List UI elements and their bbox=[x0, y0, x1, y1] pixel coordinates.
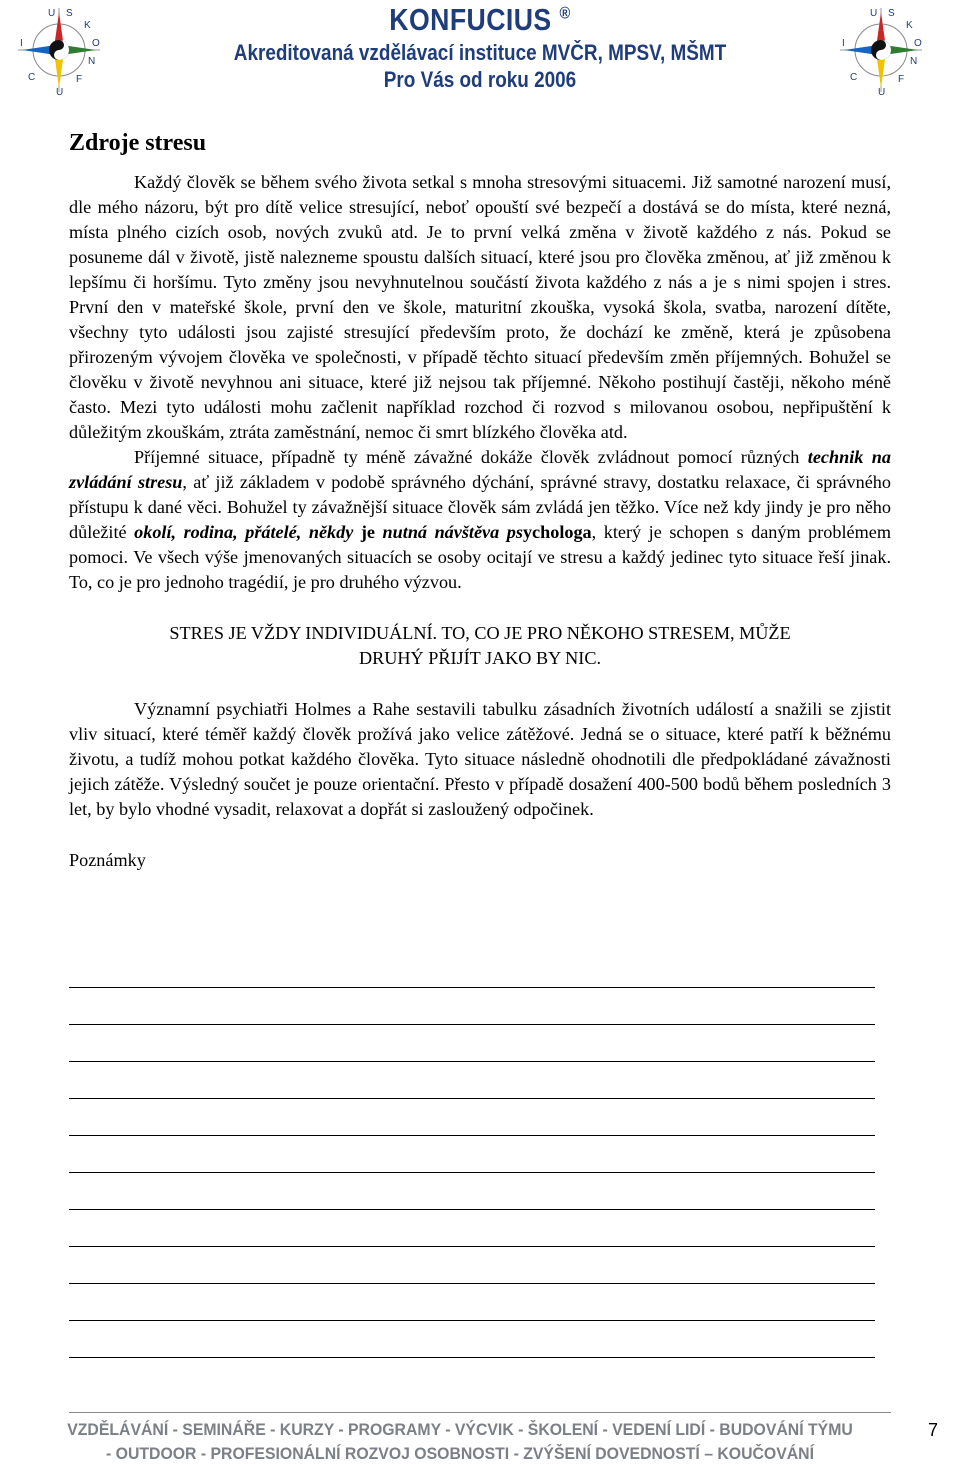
page-number: 7 bbox=[928, 1420, 939, 1440]
paragraph-coping: Příjemné situace, případně ty méně závažné dokáže člověk zvládnout pomocí různých technik na zvládání stresu, ať již základem v podobě správného dýchání, správné stravy, dostatku relaxace, či správného přístupu k dané věci. Bohužel ty závažnější situace člověk sám zvládá jen těžko. Více než kdy jindy je pro něho důležité okolí, rodina, přátelé, někdy je nutná návštěva psychologa, který je schopen s daným problémem pomoci. Ve všech výše jmenovaných situacích se osoby ocitají ve stresu a každý jedinec tyto situace řeší jinak. To, co je pro jednoho tragédií, je pro druhého výzvou. bbox=[69, 447, 891, 592]
note-line bbox=[69, 1357, 875, 1358]
svg-text:U: U bbox=[870, 8, 878, 19]
brand-name: KONFUCIUS ® bbox=[389, 2, 571, 37]
svg-text:O: O bbox=[914, 38, 922, 49]
since-line: Pro Vás od roku 2006 bbox=[383, 67, 577, 92]
svg-text:K: K bbox=[906, 20, 913, 31]
notes-label: Poznámky bbox=[69, 850, 146, 870]
page-header bbox=[0, 0, 960, 100]
caps-line-1: STRES JE VŽDY INDIVIDUÁLNÍ. TO, CO JE PRO NĚKOHO STRESEM, MŮŽE bbox=[169, 623, 791, 643]
konfucius-logo-right bbox=[826, 2, 936, 98]
emphasis-techniques: technik na zvládání stresu bbox=[69, 447, 891, 492]
note-line bbox=[69, 1283, 875, 1284]
svg-text:I: I bbox=[842, 38, 845, 49]
svg-text:I: I bbox=[20, 38, 23, 49]
svg-text:O: O bbox=[92, 38, 100, 49]
page-footer bbox=[0, 1412, 960, 1464]
footer-divider bbox=[69, 1412, 891, 1413]
section-title: Zdroje stresu bbox=[69, 130, 207, 156]
svg-text:C: C bbox=[850, 72, 858, 83]
footer-services-line-2: - OUTDOOR - PROFESIONÁLNÍ ROZVOJ OSOBNOSTI - ZVÝŠENÍ DOVEDNOSTÍ – KOUČOVÁNÍ bbox=[106, 1444, 814, 1463]
svg-text:N: N bbox=[88, 56, 96, 67]
note-line bbox=[69, 1209, 875, 1210]
svg-text:N: N bbox=[910, 56, 918, 67]
footer-services-line-1: VZDĚLÁVÁNÍ - SEMINÁŘE - KURZY - PROGRAMY - VÝCVIK - ŠKOLENÍ - VEDENÍ LIDÍ - BUDOVÁNÍ TÝMU bbox=[67, 1420, 853, 1439]
emphasis-support: okolí, rodina, přátelé, někdy bbox=[134, 522, 354, 542]
note-line bbox=[69, 987, 875, 988]
caps-statement bbox=[69, 621, 891, 671]
note-line bbox=[69, 1135, 875, 1136]
note-line bbox=[69, 1320, 875, 1321]
notes-lines bbox=[69, 987, 875, 1394]
svg-text:K: K bbox=[84, 20, 91, 31]
svg-text:F: F bbox=[898, 74, 905, 85]
note-line bbox=[69, 1246, 875, 1247]
note-line bbox=[69, 1098, 875, 1099]
caps-line-2: DRUHÝ PŘIJÍT JAKO BY NIC. bbox=[358, 648, 601, 668]
paragraph-holmes-rahe: Významní psychiatři Holmes a Rahe sestavili tabulku zásadních životních událostí a snažili se zjistit vliv situací, které téměř každý člověk prožívá jako velice zátěžové. Jedná se o situace, které patří k běžnému životu, a tudíž mohou potkat každého člověka. Tyto situace následně ohodnotili dle předpokládané závažnosti jejich zátěže. Výsledný součet je pouze orientační. Přesto v případě dosažení 400-500 bodů během posledních 3 let, by bylo vhodné vysadit, relaxovat a dopřát si zasloužený odpočinek. bbox=[69, 699, 891, 819]
note-line bbox=[69, 1172, 875, 1173]
registered-mark: ® bbox=[559, 3, 571, 23]
konfucius-logo-left bbox=[4, 2, 114, 98]
document-body bbox=[69, 170, 891, 873]
svg-text:S: S bbox=[66, 8, 73, 19]
accreditation-line: Akreditovaná vzdělávací instituce MVČR, MPSV, MŠMT bbox=[233, 40, 727, 65]
svg-text:S: S bbox=[888, 8, 895, 19]
svg-text:U: U bbox=[878, 87, 886, 98]
svg-text:F: F bbox=[76, 74, 83, 85]
note-line bbox=[69, 1061, 875, 1062]
svg-text:U: U bbox=[56, 87, 64, 98]
emphasis-psychologist: nutná návštěva ps bbox=[382, 522, 523, 542]
svg-text:U: U bbox=[48, 8, 56, 19]
paragraph-intro: Každý člověk se během svého života setkal s mnoha stresovými situacemi. Již samotné narození musí, dle mého názoru, být pro dítě velice stresující, neboť opouští své bezpečí a dostává se do místa, které nezná, místa plného cizích osob, nových zvuků atd. Je to první velká změna v životě každého z nás. Pokud se posuneme dál v životě, jistě nalezneme spoustu dalších situací, které jsou pro člověka změnou, ať již změnou k lepšímu či horšímu. Tyto změny jsou nevyhnutelnou součástí života každého z nás a je s nimi spojen i stres. První den v mateřské škole, první den ve škole, maturitní zkouška, vysoká škola, svatba, narození dítěte, všechny tyto události jsou zajisté stresující především proto, že dochází ke změně, která je způsobena přirozeným vývojem člověka ve společnosti, v případě těchto situací především změn příjemných. Bohužel se člověku v životě nevyhnou ani situace, které již nejsou tak příjemné. Někoho postihují častěji, někoho méně často. Mezi tyto události mohu začlenit například rozchod či rozvod s milovanou osobou, nepřipuštění k důležitým zkouškám, ztráta zaměstnání, nemoc či smrt blízkého člověka atd. bbox=[69, 172, 891, 442]
svg-text:C: C bbox=[28, 72, 36, 83]
note-line bbox=[69, 1024, 875, 1025]
